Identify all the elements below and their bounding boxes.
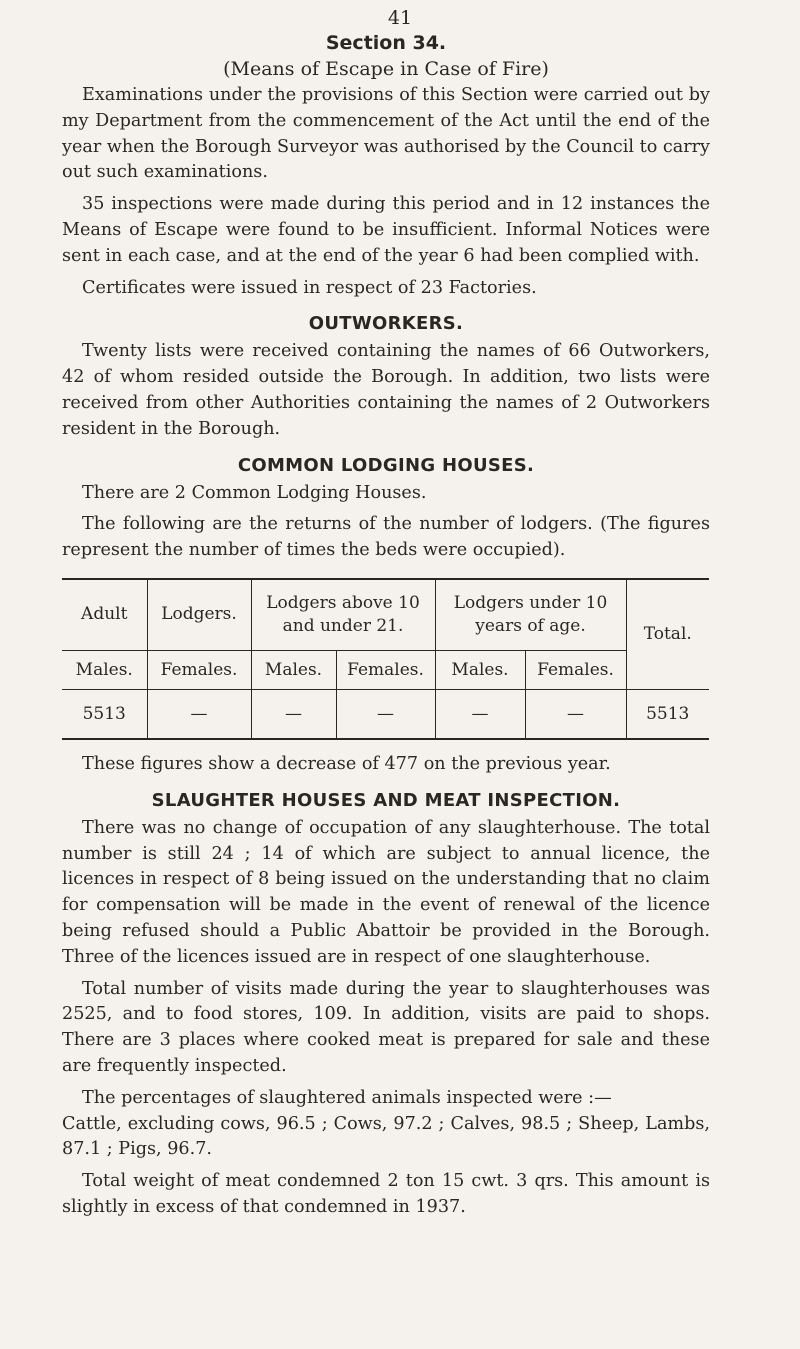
lodging-paragraph: There are 2 Common Lodging Houses. <box>82 482 427 503</box>
sub-header-cell: Females. <box>147 650 251 689</box>
page-number: 41 <box>387 7 413 29</box>
slaughter-paragraph: There was no change of occupation of any slaughterhouse. The total number is still 24 ; 14 of which are subject to annual licence, the licences in respect of 8 being issued on the understanding that no claim for compensation will be made in the event of renewal of the licence being refused should a Public Abattoir be provided in the Borough. Three of the licences issued are in respect of one slaughterhouse. <box>62 817 710 967</box>
lodgers-table <box>62 578 709 740</box>
lodging-paragraph: The following are the returns of the number of lodgers. (The figures represent the number of times the beds were occupied). <box>62 514 710 561</box>
table-cell: — <box>525 689 626 739</box>
sub-header-cell: Males. <box>62 650 147 689</box>
slaughter-closing: Total weight of meat condemned 2 ton 15 cwt. 3 qrs. This amount is slightly in excess of that condemned in 1937. <box>62 1171 710 1217</box>
section-34-paragraph: 35 inspections were made during this period and in 12 instances the Means of Escape were found to be insufficient. Informal Notices were sent in each case, and at the end of the year 6 had been complied with. <box>62 194 710 266</box>
table-cell: — <box>147 689 251 739</box>
group-header-10-21: Lodgers above 10 and under 21. <box>251 579 435 651</box>
lodging-heading: COMMON LODGING HOUSES. <box>237 454 535 476</box>
section-34-paragraph: Examinations under the provisions of this Section were carried out by my Department from the commencement of the Act until the end of the year when the Borough Surveyor was authorised by the Council to carry out such examinations. <box>62 85 710 183</box>
slaughter-percentages: Cattle, excluding cows, 96.5 ; Cows, 97.2 ; Calves, 98.5 ; Sheep, Lambs, 87.1 ; Pigs, 96.7. <box>62 1113 710 1160</box>
sub-header-cell: Males. <box>251 650 336 689</box>
sub-header-cell: Females. <box>525 650 626 689</box>
section-34-title: Section 34. <box>325 32 447 54</box>
section-34-subtitle: (Means of Escape in Case of Fire) <box>223 58 549 80</box>
total-cell: 5513 <box>626 689 709 739</box>
lodging-after-table: These figures show a decrease of 477 on the previous year. <box>82 753 611 774</box>
slaughter-paragraph: Total number of visits made during the year to slaughterhouses was 2525, and to food stores, 109. In addition, visits are paid to shops. There are 3 places where cooked meat is prepared for sale and these are frequently inspected. <box>62 978 710 1076</box>
section-34-paragraph: Certificates were issued in respect of 23 Factories. <box>82 277 537 298</box>
page-content <box>62 30 710 1227</box>
sub-header-cell: Females. <box>336 650 435 689</box>
slaughter-heading: SLAUGHTER HOUSES AND MEAT INSPECTION. <box>151 789 621 811</box>
table-group-header-row <box>62 579 709 651</box>
group-header-lodgers: Lodgers. <box>147 579 251 651</box>
group-header-under-10: Lodgers under 10 years of age. <box>435 579 626 651</box>
table-cell: 5513 <box>62 689 147 739</box>
outworkers-paragraph: Twenty lists were received containing the names of 66 Outworkers, 42 of whom resided outside the Borough. In addition, two lists were received from other Authorities containing the names of 2 Outworkers resident in the Borough. <box>62 341 710 439</box>
table-row <box>62 689 709 739</box>
slaughter-paragraph: The percentages of slaughtered animals inspected were :— <box>82 1087 612 1108</box>
sub-header-cell: Males. <box>435 650 525 689</box>
group-header-adult: Adult <box>81 604 128 625</box>
total-header: Total. <box>626 579 709 690</box>
table-cell: — <box>336 689 435 739</box>
table-sub-header-row <box>62 650 709 689</box>
table-cell: — <box>435 689 525 739</box>
table-cell: — <box>251 689 336 739</box>
outworkers-heading: OUTWORKERS. <box>308 313 464 335</box>
